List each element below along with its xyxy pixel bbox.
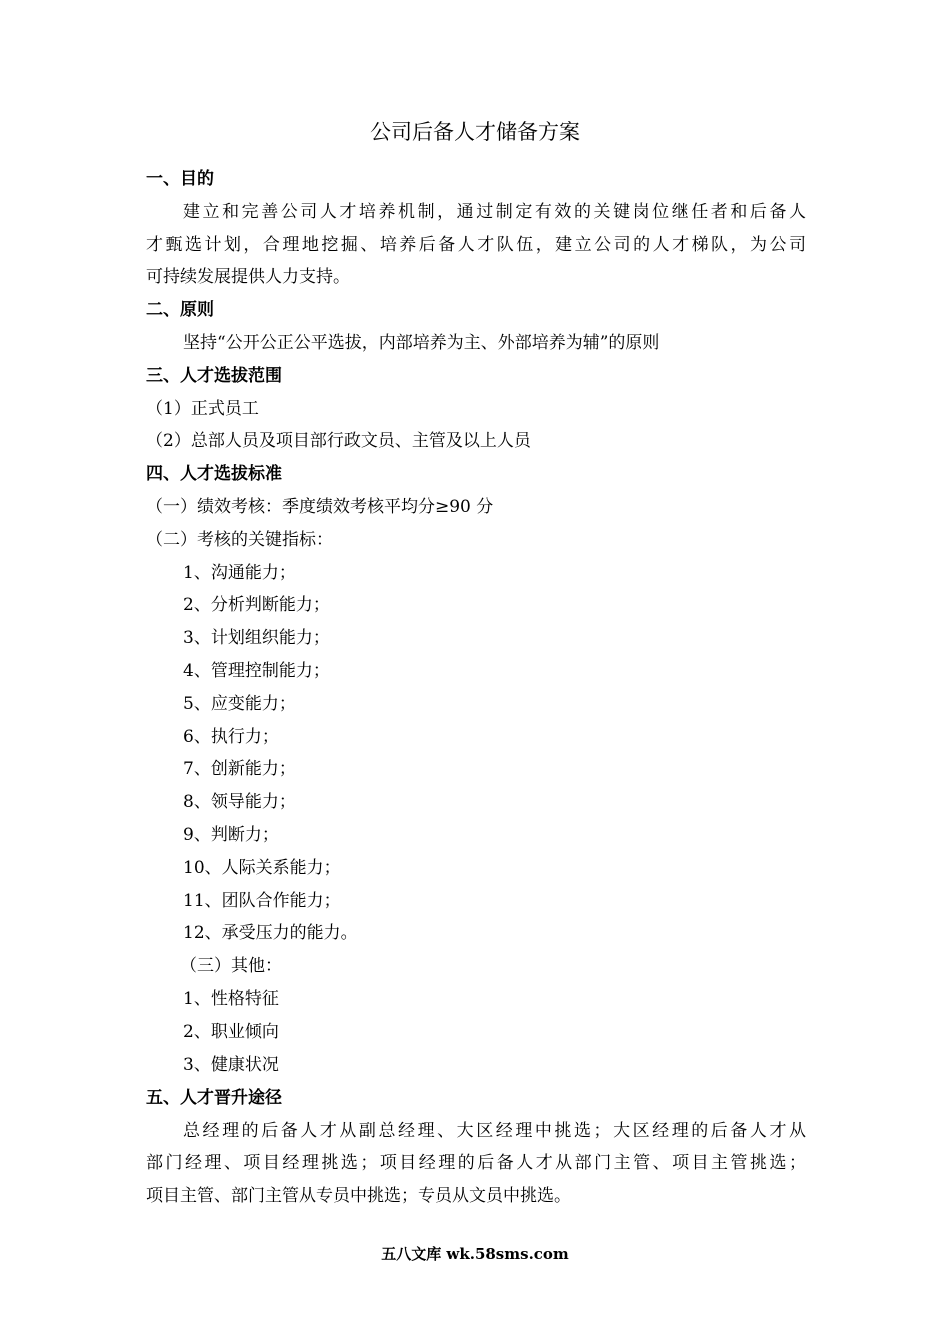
list-item: 7、创新能力； (183, 759, 296, 779)
heading-purpose: 一、目的 (146, 169, 214, 189)
list-item: 2、职业倾向 (183, 1022, 279, 1042)
list-item: 3、计划组织能力； (183, 628, 330, 648)
heading-scope: 三、人才选拔范围 (146, 366, 282, 386)
list-item: 3、健康状况 (183, 1055, 279, 1075)
paragraph-line: 项目主管、部门主管从专员中挑选；专员从文员中挑选。 (146, 1186, 571, 1206)
list-item: （一）绩效考核：季度绩效考核平均分≥90 分 (146, 497, 494, 517)
list-item: 5、应变能力； (183, 694, 296, 714)
heading-principle: 二、原则 (146, 300, 214, 320)
heading-promotion: 五、人才晋升途径 (146, 1088, 282, 1108)
list-item: 1、沟通能力； (183, 563, 296, 583)
list-item: 6、执行力； (183, 727, 279, 747)
paragraph-line: 建立和完善公司人才培养机制，通过制定有效的关键岗位继任者和后备人 (183, 202, 806, 222)
list-item: （2）总部人员及项目部行政文员、主管及以上人员 (146, 431, 531, 451)
list-item: （1）正式员工 (146, 399, 259, 419)
footer-watermark: 五八文库 wk.58sms.com (381, 1245, 569, 1263)
heading-criteria: 四、人才选拔标准 (146, 464, 282, 484)
list-item: 8、领导能力； (183, 792, 296, 812)
list-item: 2、分析判断能力； (183, 595, 330, 615)
list-item: 9、判断力； (183, 825, 279, 845)
paragraph-line: 可持续发展提供人力支持。 (146, 267, 350, 287)
list-item: 11、团队合作能力； (183, 891, 341, 911)
list-item: （三）其他： (180, 956, 282, 976)
paragraph-line: 总经理的后备人才从副总经理、大区经理中挑选；大区经理的后备人才从 (183, 1121, 806, 1141)
list-item: （二）考核的关键指标： (146, 530, 333, 550)
list-item: 1、性格特征 (183, 989, 279, 1009)
list-item: 4、管理控制能力； (183, 661, 330, 681)
paragraph-line: 才甄选计划，合理地挖掘、培养后备人才队伍，建立公司的人才梯队，为公司 (146, 235, 806, 255)
paragraph-line: 部门经理、项目经理挑选；项目经理的后备人才从部门主管、项目主管挑选； (146, 1153, 806, 1173)
document-title: 公司后备人才储备方案 (370, 120, 580, 144)
list-item: 12、承受压力的能力。 (183, 923, 358, 943)
paragraph-line: 坚持“公开公正公平选拔，内部培养为主、外部培养为辅”的原则 (183, 333, 660, 353)
list-item: 10、人际关系能力； (183, 858, 341, 878)
